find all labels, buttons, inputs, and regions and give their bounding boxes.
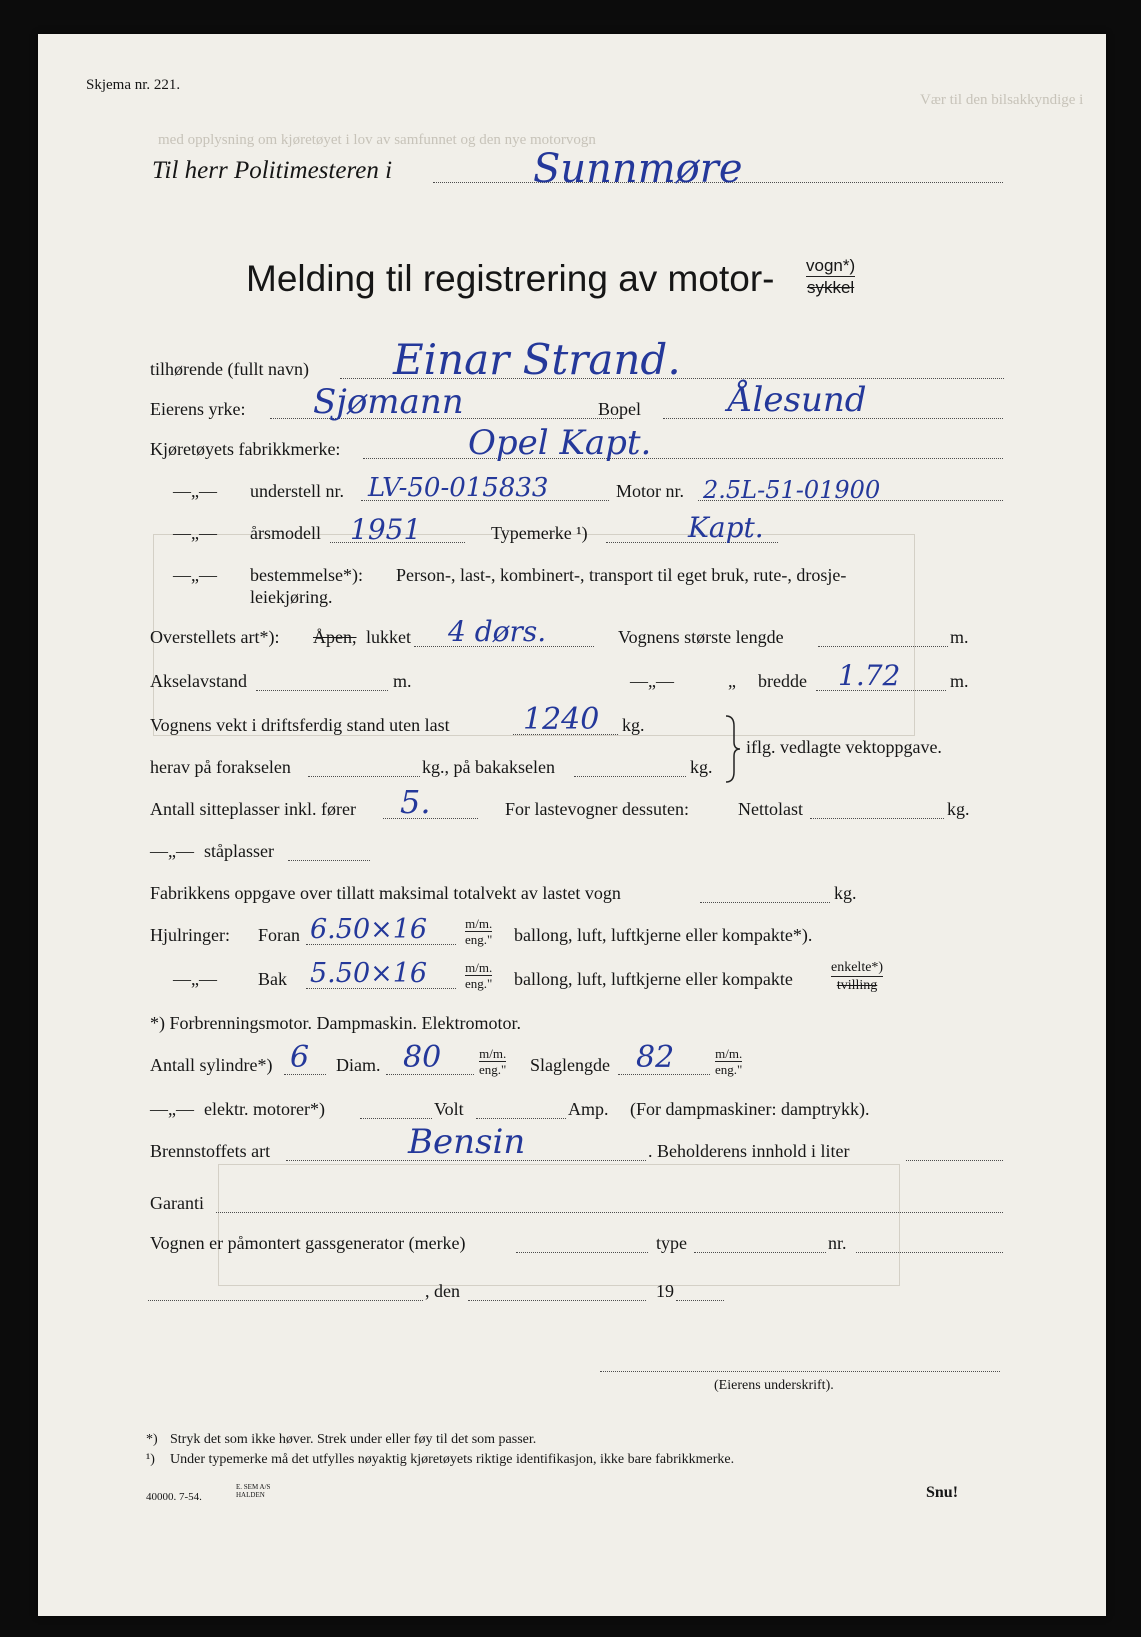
diameter-unit [479, 1047, 506, 1076]
form-title: Melding til registrering av motor- [246, 258, 775, 299]
make-line[interactable] [363, 458, 1003, 459]
electric-motors-label: elektr. motorer*) [204, 1099, 325, 1119]
wheelbase-line[interactable] [256, 690, 388, 691]
tank-line[interactable] [906, 1160, 1003, 1161]
tires-front-label: Foran [258, 925, 300, 945]
gas-nr-label: nr. [828, 1233, 847, 1253]
gas-nr-line[interactable] [856, 1252, 1003, 1253]
length-label: Vognens største lengde [618, 627, 784, 647]
gas-generator-line[interactable] [516, 1252, 648, 1253]
residence-handwriting: Ålesund [728, 380, 867, 420]
residence-label: Bopel [598, 399, 641, 419]
chassis-label: understell nr. [250, 481, 344, 501]
ditto-mark: —„— [630, 671, 674, 691]
max-weight-label: Fabrikkens oppgave over tillatt maksimal totalvekt av lastet vogn [150, 883, 621, 903]
tires-rear-label: Bak [258, 969, 287, 989]
ditto-mark: —„— [150, 841, 194, 861]
owner-label: tilhørende (fullt navn) [150, 359, 309, 379]
gas-type-line[interactable] [694, 1252, 826, 1253]
form-number: Skjema nr. 221. [86, 77, 181, 93]
printer-name: E. SEM A/S [236, 1483, 271, 1491]
unit-eng: eng." [479, 1062, 507, 1077]
gas-generator-label: Vognen er påmontert gassgenerator (merke) [150, 1233, 466, 1253]
unit-mm: m/m. [479, 1046, 507, 1061]
ditto-mark: —„— [173, 481, 217, 501]
ditto-mark: —„— [173, 523, 217, 543]
rear-axle-line[interactable] [574, 776, 686, 777]
gas-type-label: type [656, 1233, 687, 1253]
fuel-label: Brennstoffets art [150, 1141, 271, 1161]
motor-label: Motor nr. [616, 481, 685, 501]
make-handwriting: Opel Kapt. [468, 423, 652, 463]
turn-over-note: Snu! [926, 1484, 959, 1501]
unit-mm: m/m. [715, 1046, 743, 1061]
motor-handwriting: 2.5L-51-01900 [703, 476, 881, 504]
printer-city: HALDEN [236, 1491, 265, 1499]
tires-rear-handwriting: 5.50×16 [310, 958, 428, 989]
bleed-through-box [218, 1164, 900, 1286]
type-handwriting: Kapt. [688, 511, 764, 544]
purpose-label: bestemmelse*): [250, 565, 363, 585]
purpose-options-cont: leiekjøring. [250, 587, 333, 607]
width-label: bredde [758, 671, 807, 691]
date-line[interactable] [468, 1300, 646, 1301]
year-handwriting: 1951 [350, 513, 422, 546]
front-axle-label: herav på forakselen [150, 757, 291, 777]
stroke-unit [715, 1047, 742, 1076]
standing-label: ståplasser [204, 841, 274, 861]
addressee-label: Til herr Politimesteren i [152, 157, 393, 184]
cylinders-handwriting: 6 [290, 1040, 310, 1075]
stroke-handwriting: 82 [636, 1040, 675, 1075]
unit-mm: m/m. [465, 916, 493, 931]
cylinders-label: Antall sylindre*) [150, 1055, 273, 1075]
engine-types: *) Forbrenningsmotor. Dampmaskin. Elektromotor. [150, 1013, 521, 1033]
warranty-label: Garanti [150, 1193, 204, 1213]
unit-eng: eng." [465, 976, 493, 991]
wheelbase-unit: m. [393, 671, 412, 691]
tires-front-unit [465, 917, 492, 946]
width-handwriting: 1.72 [838, 659, 901, 692]
footnote-1-mark: *) [146, 1432, 158, 1447]
width-ditto: „ [728, 671, 736, 691]
max-weight-unit: kg. [834, 883, 857, 903]
ditto-mark: —„— [173, 565, 217, 585]
tires-label: Hjulringer: [150, 925, 230, 945]
steam-pressure-label: (For dampmaskiner: damptrykk). [630, 1099, 870, 1119]
tires-rear-unit [465, 961, 492, 990]
body-closed: lukket [366, 627, 411, 647]
owner-handwriting: Einar Strand. [393, 335, 681, 384]
net-load-unit: kg. [947, 799, 970, 819]
amp-label: Amp. [568, 1099, 609, 1119]
form-sheet [38, 34, 1106, 1616]
seats-label: Antall sitteplasser inkl. fører [150, 799, 356, 819]
diameter-handwriting: 80 [403, 1040, 442, 1075]
make-label: Kjøretøyets fabrikkmerke: [150, 439, 341, 459]
cargo-label: For lastevogner dessuten: [505, 799, 689, 819]
addressee-handwriting: Sunnmøre [533, 146, 743, 192]
purpose-options: Person-, last-, kombinert-, transport til eget bruk, rute-, drosje- [396, 565, 847, 585]
tires-front-handwriting: 6.50×16 [310, 914, 428, 945]
footnote-1: Stryk det som ikke høver. Strek under eller føy til det som passer. [170, 1432, 537, 1447]
warranty-line[interactable] [216, 1212, 1003, 1213]
occupation-handwriting: Sjømann [313, 382, 464, 422]
rear-axle-unit: kg. [690, 757, 713, 777]
title-sykkel: sykkel [806, 278, 855, 297]
signature-label: (Eierens underskrift). [714, 1378, 834, 1393]
ditto-mark: —„— [173, 969, 217, 989]
volt-label: Volt [434, 1099, 464, 1119]
unit-eng: eng." [715, 1062, 743, 1077]
tires-rear-types: ballong, luft, luftkjerne eller kompakte [514, 969, 793, 989]
wheelbase-label: Akselavstand [150, 671, 247, 691]
occupation-label: Eierens yrke: [150, 399, 246, 419]
bleed-through-line: med opplysning om kjøretøyet i lov av samfunnet og den nye motorvogn [158, 132, 596, 148]
year-label: årsmodell [250, 523, 321, 543]
rear-axle-label: kg., på bakakselen [422, 757, 555, 777]
electric-motors-line[interactable] [360, 1118, 432, 1119]
length-unit: m. [950, 627, 969, 647]
date-den: , den [425, 1281, 460, 1301]
net-load-label: Nettolast [738, 799, 803, 819]
max-weight-line[interactable] [700, 902, 830, 903]
place-line[interactable] [148, 1300, 423, 1301]
body-handwriting: 4 dørs. [448, 615, 547, 648]
footnote-2-mark: ¹) [146, 1452, 155, 1467]
print-info: 40000. 7-54. [146, 1491, 202, 1503]
net-load-line[interactable] [810, 818, 944, 819]
unit-eng: eng." [465, 932, 493, 947]
type-label: Typemerke ¹) [491, 523, 588, 543]
seats-handwriting: 5. [400, 783, 431, 821]
tires-front-types: ballong, luft, luftkjerne eller kompakte*). [514, 925, 813, 945]
body-open: Åpen, [313, 627, 357, 647]
standing-line[interactable] [288, 860, 370, 861]
body-label: Overstellets art*): [150, 627, 280, 647]
bleed-through-line: Vær til den bilsakkyndige i [920, 92, 1084, 108]
unit-mm: m/m. [465, 960, 493, 975]
weight-label: Vognens vekt i driftsferdig stand uten last [150, 715, 450, 735]
signature-line[interactable] [600, 1371, 1000, 1372]
tank-label: . Beholderens innhold i liter [648, 1141, 850, 1161]
volt-line[interactable] [476, 1118, 566, 1119]
weight-brace [724, 714, 744, 784]
width-unit: m. [950, 671, 969, 691]
stroke-label: Slaglengde [530, 1055, 610, 1075]
length-line[interactable] [818, 646, 948, 647]
diameter-label: Diam. [336, 1055, 381, 1075]
front-axle-line[interactable] [308, 776, 420, 777]
footnote-2: Under typemerke må det utfylles nøyaktig kjøretøyets riktige identifikasjon, ikke bare fabrikkmerke. [170, 1452, 735, 1467]
year-suffix-line[interactable] [676, 1300, 724, 1301]
tire-mounting [831, 960, 883, 993]
title-vogn: vogn*) [806, 256, 856, 275]
weight-handwriting: 1240 [523, 702, 600, 737]
ditto-mark: —„— [150, 1099, 194, 1119]
weight-unit: kg. [622, 715, 645, 735]
fuel-handwriting: Bensin [408, 1122, 526, 1162]
title-fraction [806, 256, 855, 297]
date-19: 19 [656, 1281, 674, 1301]
tire-single: enkelte*) [831, 960, 884, 975]
chassis-handwriting: LV-50-015833 [368, 473, 549, 503]
tire-twin: tvilling [836, 978, 878, 993]
weight-note: iflg. vedlagte vektoppgave. [746, 737, 942, 757]
